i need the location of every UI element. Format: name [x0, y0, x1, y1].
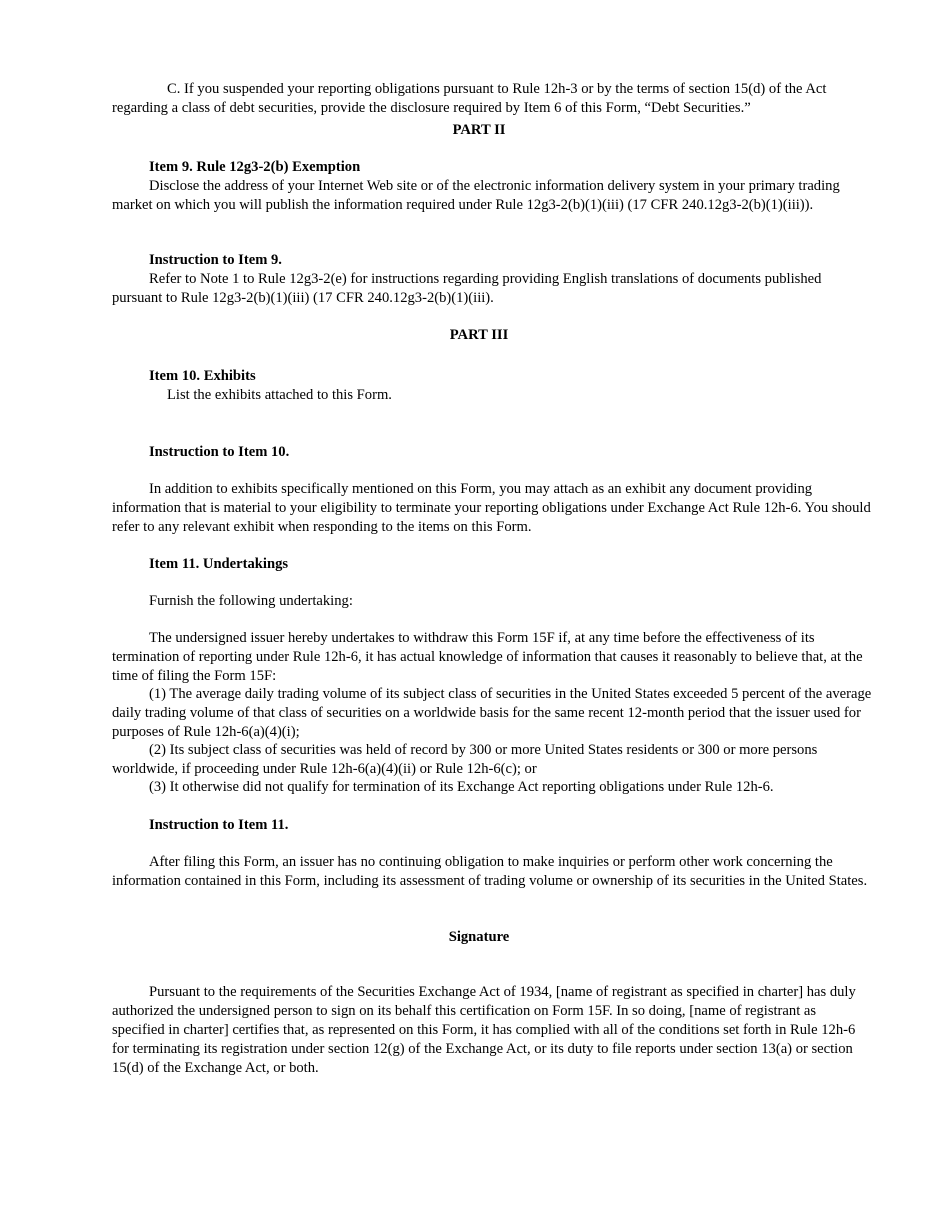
item11-heading: Item 11. Undertakings — [149, 556, 289, 572]
instruction9-text: Refer to Note 1 to Rule 12g3-2(e) for instructions regarding providing English translations of documents published pursuant to Rule 12g3-2(b)(1)(iii) (17 CFR 240.12g3-2(b)(1)(iii). — [112, 271, 822, 306]
item11-text: The undersigned issuer hereby undertakes to withdraw this Form 15F if, at any time before the effectiveness of its termination of reporting under Rule 12h-6, it has actual knowledge of information that causes it reasonably to believe that, at the time of filing the Form 15F: — [112, 630, 863, 684]
item11-condition-2: (2) Its subject class of securities was held of record by 300 or more United States residents or 300 or more persons worldwide, if proceeding under Rule 12h-6(a)(4)(ii) or Rule 12h-6(c); or — [112, 742, 818, 777]
item9-heading: Item 9. Rule 12g3-2(b) Exemption — [149, 159, 361, 175]
part3-title: PART III — [449, 327, 509, 343]
item11-condition-3: (3) It otherwise did not qualify for termination of its Exchange Act reporting obligations under Rule 12h-6. — [149, 779, 774, 795]
signature-title: Signature — [448, 929, 510, 945]
item11-intro: Furnish the following undertaking: — [149, 593, 353, 609]
item10-heading: Item 10. Exhibits — [149, 368, 256, 384]
instruction10-heading: Instruction to Item 10. — [149, 444, 290, 460]
part1-c-paragraph: C. If you suspended your reporting obligations pursuant to Rule 12h-3 or by the terms of section 15(d) of the Act regarding a class of debt securities, provide the disclosure required by Item 6 of this Form, “Debt Securities.” — [112, 81, 827, 116]
instruction11-text: After filing this Form, an issuer has no continuing obligation to make inquiries or perform other work concerning the information contained in this Form, including its assessment of trading volume or ownership of its securities in the United States. — [112, 854, 868, 889]
item11-condition-1: (1) The average daily trading volume of its subject class of securities in the United States exceeded 5 percent of the average daily trading volume of that class of securities on a worldwide basis for the same recent 12-month period that the issuer used for purposes of Rule 12h-6(a)(4)(i); — [112, 686, 872, 740]
instruction11-heading: Instruction to Item 11. — [149, 817, 289, 833]
item10-text: List the exhibits attached to this Form. — [167, 387, 392, 403]
signature-text: Pursuant to the requirements of the Securities Exchange Act of 1934, [name of registrant as specified in charter] has duly authorized the undersigned person to sign on its behalf this certification on Form 15F. In so doing, [name of registrant as specified in charter] certifies that, as represented on this Form, it has complied with all of the conditions set forth in Rule 12h-6 for terminating its registration under section 12(g) of the Exchange Act, or its duty to file reports under section 13(a) or section 15(d) of the Exchange Act, or both. — [112, 984, 856, 1076]
item9-text: Disclose the address of your Internet Web site or of the electronic information delivery system in your primary trading market on which you will publish the information required under Rule 12g3-2(b)(1)(iii) (17 CFR 240.12g3-2(b)(1)(iii)). — [112, 178, 840, 213]
instruction9-heading: Instruction to Item 9. — [149, 252, 282, 268]
part2-title: PART II — [452, 122, 506, 138]
instruction10-text: In addition to exhibits specifically mentioned on this Form, you may attach as an exhibit any document providing information that is material to your eligibility to terminate your reporting obligations under Exchange Act Rule 12h-6. You should refer to any relevant exhibit when responding to the items on this Form. — [112, 481, 871, 535]
